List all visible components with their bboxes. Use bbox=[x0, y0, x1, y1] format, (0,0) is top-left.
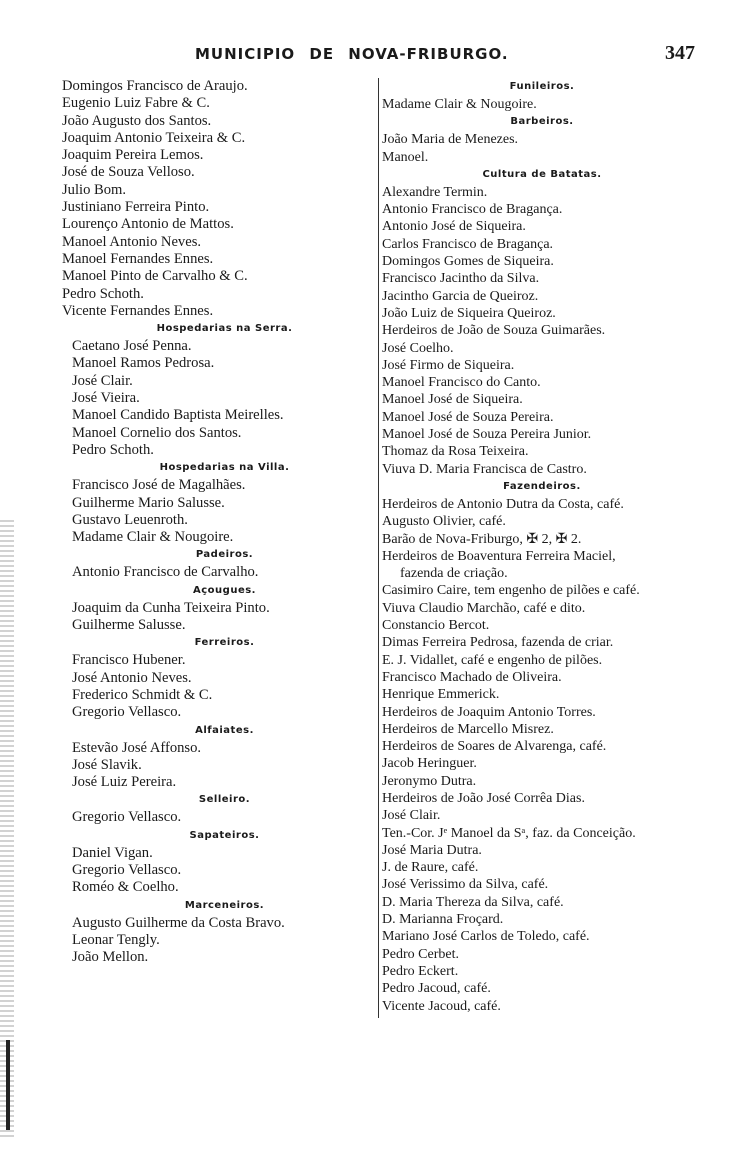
list-item: D. Maria Thereza da Silva, café. bbox=[382, 894, 564, 910]
list-item: José Antonio Neves. bbox=[72, 669, 192, 686]
list-item: Herdeiros de João José Corrêa Dias. bbox=[382, 790, 585, 806]
list-item: Mariano José Carlos de Toledo, café. bbox=[382, 929, 590, 945]
list-item: Carlos Francisco de Bragança. bbox=[382, 236, 554, 252]
list-item: Augusto Guilherme da Costa Bravo. bbox=[72, 914, 285, 931]
section-heading: Sapateiros. bbox=[189, 829, 260, 841]
list-item: Madame Clair & Nougoire. bbox=[72, 529, 234, 546]
list-item: J. de Raure, café. bbox=[382, 860, 479, 876]
section-selleiro bbox=[62, 794, 377, 826]
list-item: Jacob Heringuer. bbox=[382, 756, 477, 772]
list-item: Pedro Cerbet. bbox=[382, 946, 459, 962]
list-item-continuation: fazenda de criação. bbox=[400, 566, 508, 582]
list-item: Francisco Machado de Oliveira. bbox=[382, 669, 562, 685]
list-item: Antonio José de Siqueira. bbox=[382, 219, 526, 235]
list-item: Eugenio Luiz Fabre & C. bbox=[62, 95, 210, 112]
list-item: Francisco Hubener. bbox=[72, 652, 186, 669]
section-heading: Hospedarias na Serra. bbox=[156, 323, 293, 335]
section-heading: Padeiros. bbox=[195, 549, 254, 561]
section-heading: Hospedarias na Villa. bbox=[159, 462, 290, 474]
list-item: Madame Clair & Nougoire. bbox=[382, 97, 537, 112]
list-item: José Luiz Pereira. bbox=[72, 774, 177, 791]
list-item: Domingos Gomes de Siqueira. bbox=[382, 254, 554, 270]
list-item: E. J. Vidallet, café e engenho de pilões. bbox=[382, 652, 603, 668]
list-item: Gregorio Vellasco. bbox=[72, 861, 182, 878]
page-header bbox=[195, 42, 695, 67]
section-heading: Açougues. bbox=[193, 584, 256, 596]
list-item: Pedro Schoth. bbox=[72, 441, 154, 458]
list-item: Herdeiros de Antonio Dutra da Costa, café. bbox=[382, 496, 624, 512]
list-item: Gregorio Vellasco. bbox=[72, 809, 182, 826]
list-item: Manoel Antonio Neves. bbox=[62, 233, 202, 250]
section-heading: Fazendeiros. bbox=[503, 480, 581, 492]
section-heading: Funileiros. bbox=[509, 81, 575, 92]
list-item: Manoel José de Siqueira. bbox=[382, 392, 523, 408]
section-heading: Marceneiros. bbox=[184, 899, 265, 911]
list-item: Herdeiros de João de Souza Guimarães. bbox=[382, 323, 606, 339]
list-item: Dimas Ferreira Pedrosa, fazenda de criar. bbox=[382, 635, 614, 651]
binding-edge-mark bbox=[6, 1040, 10, 1130]
list-item: Roméo & Coelho. bbox=[72, 879, 179, 896]
list-item: Guilherme Mario Salusse. bbox=[72, 494, 225, 511]
section-sapateiros bbox=[62, 830, 377, 897]
section-marceneiros bbox=[62, 900, 377, 967]
list-item: Domingos Francisco de Araujo. bbox=[62, 78, 248, 94]
list-item: Gregorio Vellasco. bbox=[72, 704, 182, 721]
section-fazendeiros bbox=[382, 481, 702, 1015]
section-heading: Alfaiates. bbox=[195, 724, 254, 736]
list-item: João Mellon. bbox=[72, 949, 149, 966]
list-item: João Maria de Menezes. bbox=[382, 132, 519, 148]
list-item: Francisco Jacintho da Silva. bbox=[382, 271, 540, 287]
list-item: Manoel Ramos Pedrosa. bbox=[72, 355, 215, 372]
section-hospedarias-serra bbox=[62, 323, 377, 459]
section-acougues bbox=[62, 585, 377, 635]
list-item: Vicente Fernandes Ennes. bbox=[62, 302, 214, 319]
list-item: Vicente Jacoud, café. bbox=[382, 998, 501, 1014]
section-padeiros bbox=[62, 549, 377, 581]
list-item: Manoel Fernandes Ennes. bbox=[62, 250, 214, 267]
list-item: Antonio Francisco de Bragança. bbox=[382, 202, 563, 218]
list-item: Manoel José de Souza Pereira. bbox=[382, 409, 554, 425]
list-item: Estevão José Affonso. bbox=[72, 739, 202, 756]
list-item: Casimiro Caire, tem engenho de pilões e café. bbox=[382, 583, 640, 599]
list-item: Viuva D. Maria Francisca de Castro. bbox=[382, 461, 587, 477]
list-item: Leonar Tengly. bbox=[72, 931, 160, 948]
left-column bbox=[62, 78, 377, 966]
page-number: 347 bbox=[665, 42, 695, 64]
list-item: Manoel José de Souza Pereira Junior. bbox=[382, 427, 592, 443]
list-item: Herdeiros de Joaquim Antonio Torres. bbox=[382, 704, 596, 720]
list-item: Viuva Claudio Marchão, café e dito. bbox=[382, 600, 586, 616]
list-item: Herdeiros de Boaventura Ferreira Maciel, bbox=[382, 548, 616, 564]
list-item: Manoel. bbox=[382, 149, 429, 165]
list-item: Joaquim da Cunha Teixeira Pinto. bbox=[72, 599, 270, 616]
running-title: MUNICIPIO DE NOVA-FRIBURGO. bbox=[195, 45, 509, 63]
section-heading: Ferreiros. bbox=[194, 637, 255, 649]
list-item: Augusto Olivier, café. bbox=[382, 514, 506, 530]
list-item: Thomaz da Rosa Teixeira. bbox=[382, 444, 529, 460]
section-ferreiros bbox=[62, 637, 377, 721]
list-item: José Firmo de Siqueira. bbox=[382, 357, 515, 373]
list-item: Pedro Jacoud, café. bbox=[382, 981, 491, 997]
right-column bbox=[382, 78, 702, 1015]
list-item: João Augusto dos Santos. bbox=[62, 112, 212, 129]
list-item: Frederico Schmidt & C. bbox=[72, 686, 213, 703]
section-barbeiros bbox=[382, 116, 702, 166]
list-item: José Clair. bbox=[72, 372, 133, 389]
list-item: Henrique Emmerick. bbox=[382, 687, 500, 703]
list-item: Daniel Vigan. bbox=[72, 844, 153, 861]
list-item: José Coelho. bbox=[382, 340, 454, 356]
list-item: Pedro Schoth. bbox=[62, 285, 144, 302]
section-heading: Cultura de Batatas. bbox=[482, 168, 602, 180]
list-item: José Maria Dutra. bbox=[382, 842, 482, 858]
list-item: José Clair. bbox=[382, 808, 441, 824]
list-item: Gustavo Leuenroth. bbox=[72, 511, 188, 528]
list-item: João Luiz de Siqueira Queiroz. bbox=[382, 305, 556, 321]
list-item: Herdeiros de Soares de Alvarenga, café. bbox=[382, 739, 607, 755]
list-item: Alexandre Termin. bbox=[382, 184, 488, 200]
section-heading: Barbeiros. bbox=[510, 116, 574, 128]
list-item: Francisco José de Magalhães. bbox=[72, 477, 246, 494]
list-item: Pedro Eckert. bbox=[382, 963, 459, 979]
list-item: Lourenço Antonio de Mattos. bbox=[62, 216, 234, 233]
column-divider bbox=[378, 78, 379, 1018]
list-item: Caetano José Penna. bbox=[72, 338, 192, 355]
list-item: Barão de Nova-Friburgo, ✠ 2, ✠ 2. bbox=[382, 531, 582, 547]
list-item: José Vieira. bbox=[72, 390, 140, 407]
list-item: Herdeiros de Marcello Misrez. bbox=[382, 721, 554, 737]
list-item: Joaquim Antonio Teixeira & C. bbox=[62, 129, 246, 146]
section-alfaiates bbox=[62, 725, 377, 792]
list-item: Constancio Bercot. bbox=[382, 618, 490, 634]
list-item: Julio Bom. bbox=[62, 181, 127, 198]
list-item: Joaquim Pereira Lemos. bbox=[62, 147, 204, 164]
list-item: Manoel Pinto de Carvalho & C. bbox=[62, 268, 248, 285]
list-item: Justiniano Ferreira Pinto. bbox=[62, 199, 210, 216]
list-item: Guilherme Salusse. bbox=[72, 617, 186, 634]
list-item: Jacintho Garcia de Queiroz. bbox=[382, 288, 539, 304]
section-cultura-batatas bbox=[382, 169, 702, 478]
list-item: Manoel Cornelio dos Santos. bbox=[72, 424, 242, 441]
list-item: D. Marianna Froçard. bbox=[382, 912, 504, 928]
list-item: Ten.-Cor. Jᵉ Manoel da Sᵃ, faz. da Conceição. bbox=[382, 825, 636, 841]
section-hospedarias-villa bbox=[62, 462, 377, 546]
list-item: Manoel Candido Baptista Meirelles. bbox=[72, 407, 284, 424]
section-heading: Selleiro. bbox=[198, 794, 251, 806]
list-item: Manoel Francisco do Canto. bbox=[382, 375, 541, 391]
list-item: José de Souza Velloso. bbox=[62, 164, 195, 181]
list-item: Jeronymo Dutra. bbox=[382, 773, 477, 789]
list-item: José Verissimo da Silva, café. bbox=[382, 877, 549, 893]
list-item: José Slavik. bbox=[72, 756, 142, 773]
list-item: Antonio Francisco de Carvalho. bbox=[72, 564, 259, 581]
section-funileiros bbox=[382, 81, 702, 113]
